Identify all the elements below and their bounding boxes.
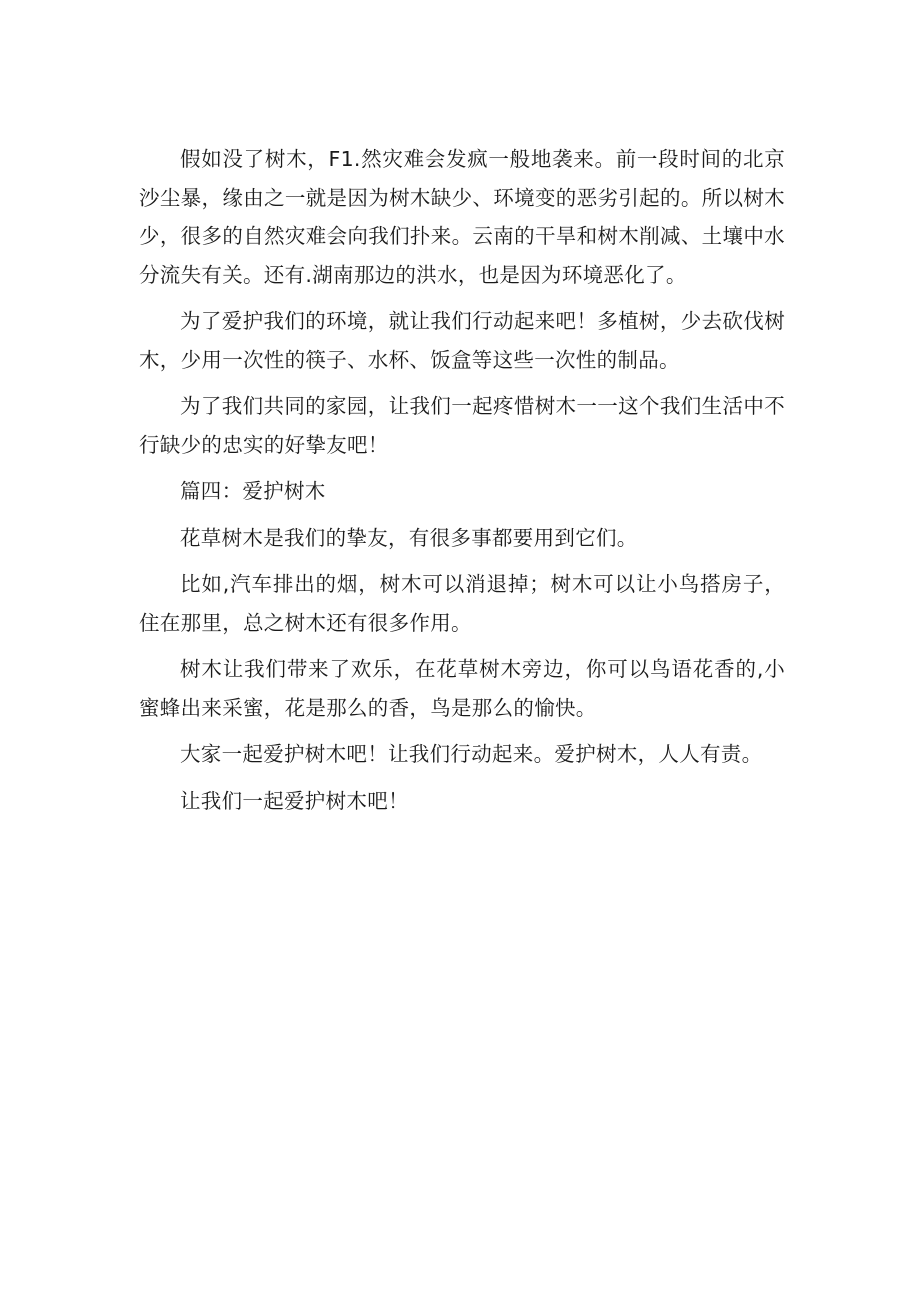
paragraph-closing: 让我们一起爱护树木吧！: [180, 788, 409, 813]
paragraph-protect-environment: 为了爱护我们的环境，就让我们行动起来吧！多植树，少去砍伐树木，少用一次性的筷子、水杯、饭盒等这些一次性的制品。: [139, 309, 785, 372]
paragraph-examples: 比如,汽车排出的烟，树木可以消退掉；树木可以让小鸟搭房子，住在那里，总之树木还有很多作用。: [139, 572, 785, 635]
paragraph-friends: 花草树木是我们的挚友，有很多事都要用到它们。: [180, 525, 638, 550]
document-body: [139, 140, 785, 828]
paragraph-common-home: 为了我们共同的家园，让我们一起疼惜树木一一这个我们生活中不行缺少的忠实的好挚友吧！: [139, 394, 785, 457]
paragraph-joy: 树木让我们带来了欢乐，在花草树木旁边，你可以鸟语花香的,小蜜蜂出来采蜜，花是那么的香，鸟是那么的愉快。: [139, 657, 785, 720]
section-heading: 篇四：爱护树木: [180, 479, 326, 503]
paragraph-natural-disasters: 假如没了树木，F1.然灾难会发疯一般地袭来。前一段时间的北京沙尘暴，缘由之一就是因为树木缺少、环境变的恶劣引起的。所以树木少，很多的自然灾难会向我们扑来。云南的干旱和树木削减、土壤中水分流失有关。还有.湖南那边的洪水，也是因为环境恶化了。: [139, 147, 785, 287]
paragraph-call-to-action: 大家一起爱护树木吧！让我们行动起来。爱护树木，人人有责。: [180, 742, 763, 766]
